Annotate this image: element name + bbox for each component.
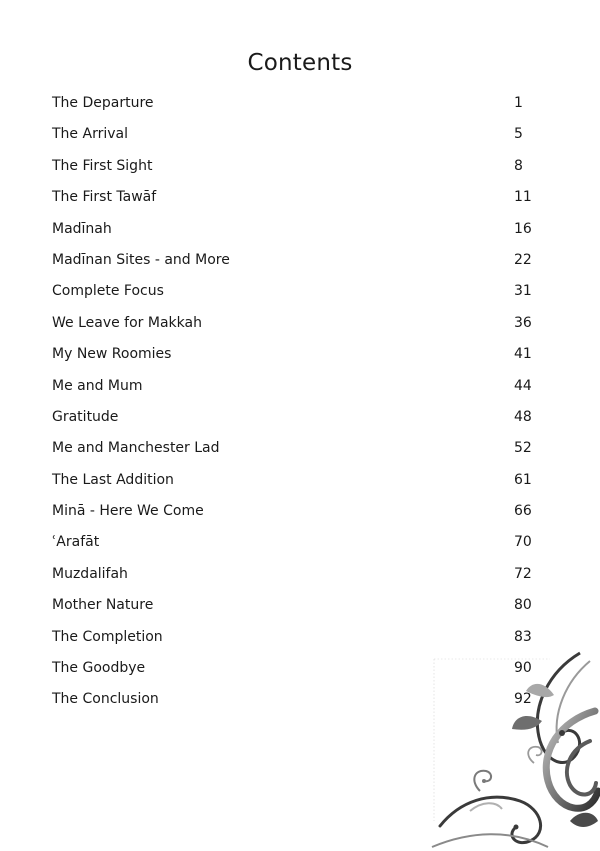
toc-row [52,498,552,529]
toc-page-number: 83 [514,628,532,645]
toc-row [52,121,552,152]
toc-entry-title: The Conclusion [52,691,159,708]
toc-row [52,529,552,560]
toc-page-number: 44 [514,377,532,394]
toc-page-number: 70 [514,534,532,551]
toc-row [52,373,552,404]
toc-entry-title: The Departure [52,95,154,111]
toc-entry-title: The Completion [52,628,163,645]
toc-row [52,184,552,215]
toc-row [52,278,552,309]
toc-row [52,153,552,184]
toc-page-number: 66 [514,503,532,520]
toc-entry-title: Gratitude [52,408,119,425]
toc-entry-title: Madīnan Sites - and More [52,251,230,268]
toc-page-number: 11 [514,189,532,206]
toc-entry-title: Madīnah [52,220,112,237]
toc-row [52,341,552,372]
toc-page-number: 16 [514,220,532,237]
toc-page-number: 41 [514,346,532,363]
toc-entry-title: ʿArafāt [52,534,100,551]
toc-row [52,592,552,623]
toc-page-number: 52 [514,440,532,457]
toc-page-number: 90 [514,660,532,677]
toc-entry-title: Mother Nature [52,597,154,614]
toc-row [52,467,552,498]
toc-row [52,247,552,278]
toc-page-number: 36 [514,314,532,331]
toc-row [52,561,552,592]
toc-entry-title: The Last Addition [52,471,174,488]
toc-row [52,310,552,341]
floral-swirl-ornament-icon [430,651,600,851]
toc-entry-title: My New Roomies [52,346,172,363]
toc-page-number: 31 [514,283,532,300]
toc-entry-title: The First Tawāf [52,189,157,206]
page-title: Contents [247,50,353,76]
toc-entry-title: Me and Mum [52,377,143,394]
toc-page-number: 48 [514,408,532,425]
toc-page-number: 61 [514,471,532,488]
toc-page-number: 1 [514,95,523,111]
toc-row [52,404,552,435]
toc-page-number: 5 [514,126,523,143]
toc-entry-title: We Leave for Makkah [52,314,202,331]
toc-entry-title: Me and Manchester Lad [52,440,220,457]
toc-page-number: 22 [514,251,532,268]
toc-row [52,90,552,121]
toc-row [52,435,552,466]
table-of-contents [52,90,552,718]
toc-entry-title: The First Sight [52,157,153,174]
toc-entry-title: The Goodbye [52,660,146,677]
toc-entry-title: Complete Focus [52,283,164,300]
toc-entry-title: Minā - Here We Come [52,503,204,520]
toc-page-number: 80 [514,597,532,614]
toc-page-number: 72 [514,565,532,582]
toc-entry-title: Muzdalifah [52,565,128,582]
toc-row [52,216,552,247]
toc-entry-title: The Arrival [52,126,128,143]
toc-page-number: 8 [514,157,523,174]
toc-page-number: 92 [514,691,532,708]
